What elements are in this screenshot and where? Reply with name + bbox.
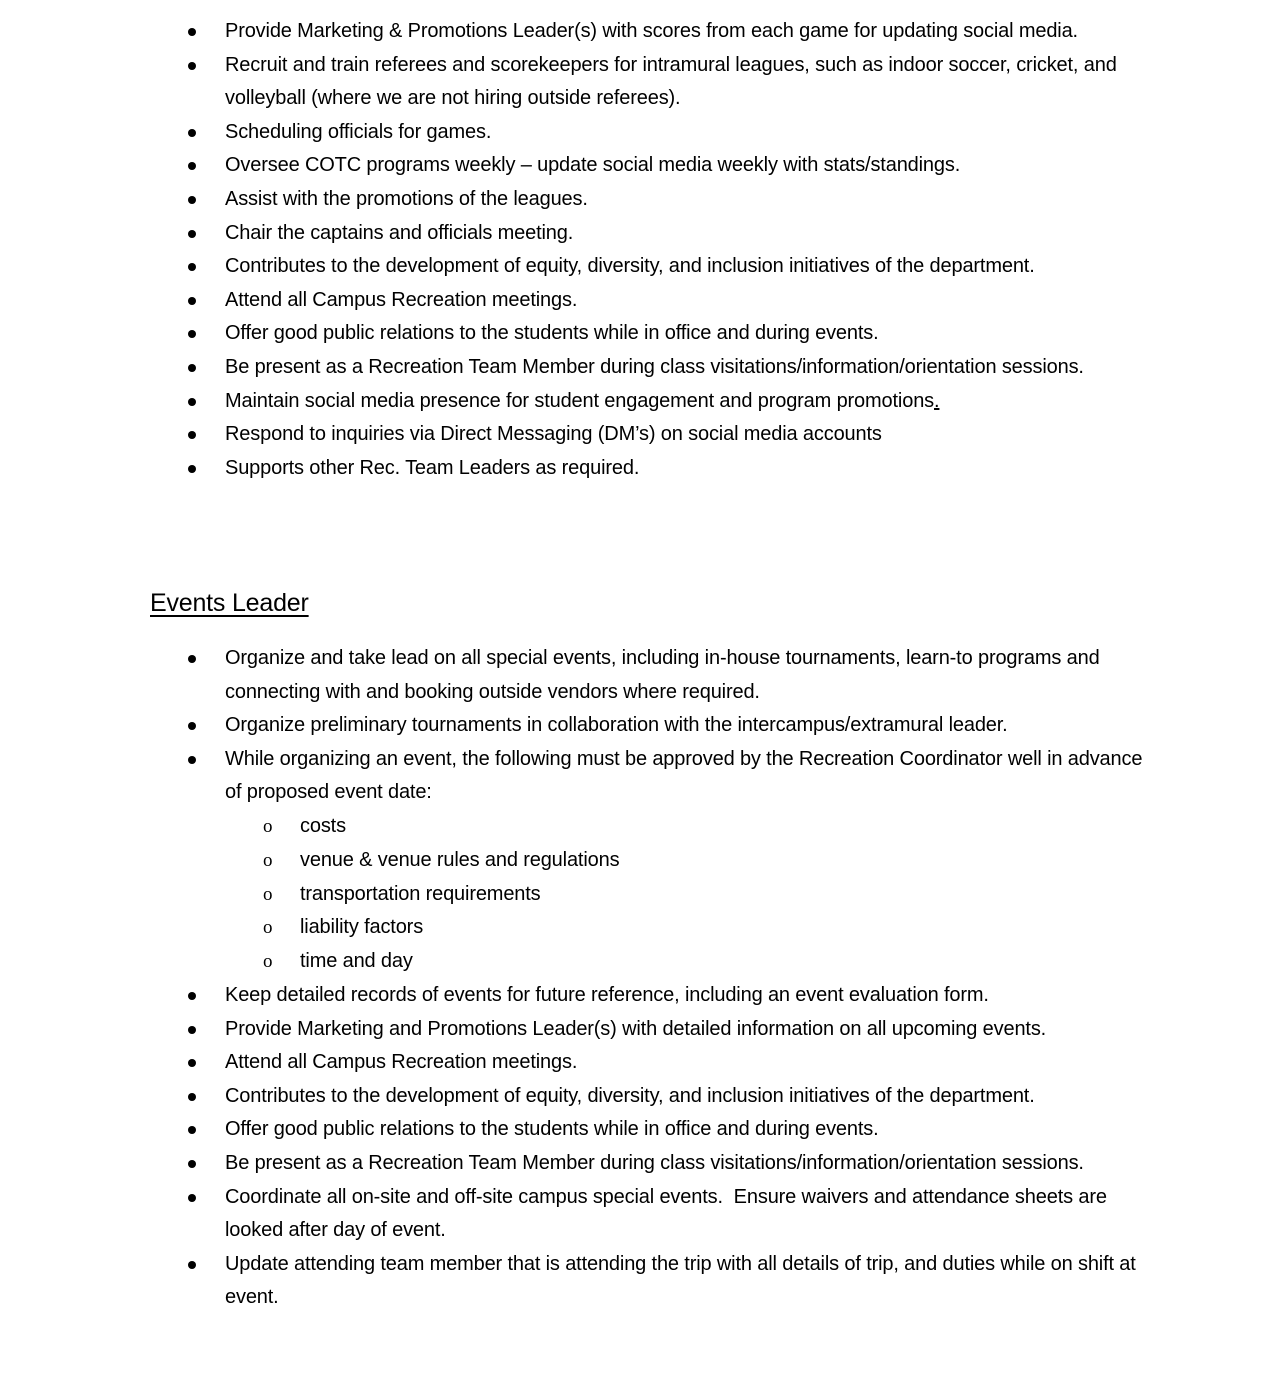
approval-requirements-sublist xyxy=(225,810,1146,979)
hollow-bullet-icon: o xyxy=(263,815,273,837)
list-item-text: Coordinate all on-site and off-site campus special events. Ensure waivers and attendance sheets are looked after day of event. xyxy=(225,1185,1107,1242)
bullet-icon xyxy=(188,230,196,238)
hollow-bullet-icon: o xyxy=(263,849,273,871)
list-item-text: Organize preliminary tournaments in collaboration with the intercampus/extramural leader. xyxy=(225,714,1008,737)
list-item xyxy=(186,743,1146,979)
list-item xyxy=(186,979,1146,1013)
list-item xyxy=(186,284,1146,318)
list-item-text: Be present as a Recreation Team Member during class visitations/information/orientation sessions. xyxy=(225,355,1084,378)
list-item-text: Oversee COTC programs weekly – update social media weekly with stats/standings. xyxy=(225,154,961,177)
bullet-icon xyxy=(188,722,196,730)
list-item-text: Scheduling officials for games. xyxy=(225,120,492,143)
list-item-text: Keep detailed records of events for future reference, including an event evaluation form. xyxy=(225,983,989,1006)
bullet-icon xyxy=(188,28,196,36)
list-item-text: Respond to inquiries via Direct Messaging (DM’s) on social media accounts xyxy=(225,423,882,446)
list-item xyxy=(186,1113,1146,1147)
bullet-icon xyxy=(188,756,196,764)
sub-list-item-text: costs xyxy=(300,814,346,837)
list-item xyxy=(186,1181,1146,1248)
list-item xyxy=(186,15,1146,49)
list-item-text: Offer good public relations to the students while in office and during events. xyxy=(225,1118,879,1141)
bullet-icon xyxy=(188,330,196,338)
sub-list-item-text: time and day xyxy=(300,950,413,973)
sub-list-item xyxy=(225,844,1146,878)
list-item-text: Assist with the promotions of the leagues. xyxy=(225,187,588,210)
section-heading-events-leader: Events Leader xyxy=(150,589,309,617)
bullet-icon xyxy=(188,1194,196,1202)
hollow-bullet-icon: o xyxy=(263,917,273,939)
list-item xyxy=(186,1013,1146,1047)
bullet-icon xyxy=(188,1059,196,1067)
bullet-icon xyxy=(188,1261,196,1269)
list-item xyxy=(186,49,1146,116)
list-item xyxy=(186,317,1146,351)
list-item xyxy=(186,250,1146,284)
bullet-icon xyxy=(188,1126,196,1134)
responsibilities-list xyxy=(186,15,1146,485)
list-item-text: Supports other Rec. Team Leaders as required. xyxy=(225,456,640,479)
list-item-text: Chair the captains and officials meeting. xyxy=(225,221,574,244)
bullet-icon xyxy=(188,1093,196,1101)
bullet-icon xyxy=(188,297,196,305)
list-item xyxy=(186,1248,1146,1315)
bullet-icon xyxy=(188,364,196,372)
list-item-text: Provide Marketing & Promotions Leader(s) with scores from each game for updating social media. xyxy=(225,20,1078,42)
list-item xyxy=(186,642,1146,709)
list-item xyxy=(186,116,1146,150)
bullet-icon xyxy=(188,992,196,1000)
list-item-text: Recruit and train referees and scorekeepers for intramural leagues, such as indoor soccer, cricket, and volleyball (where we are not hiring outside referees). xyxy=(225,53,1117,110)
sub-list-item xyxy=(225,945,1146,979)
bullet-icon xyxy=(188,196,196,204)
list-item-text: Be present as a Recreation Team Member during class visitations/information/orientation sessions. xyxy=(225,1151,1084,1174)
list-item xyxy=(186,452,1146,486)
sub-list-item xyxy=(225,810,1146,844)
sub-list-item xyxy=(225,911,1146,945)
list-item-text: Contributes to the development of equity, diversity, and inclusion initiatives of the department. xyxy=(225,255,1035,278)
events-leader-list xyxy=(186,642,1146,1315)
bullet-icon xyxy=(188,398,196,406)
bullet-icon xyxy=(188,1026,196,1034)
list-item-text: Contributes to the development of equity, diversity, and inclusion initiatives of the department. xyxy=(225,1084,1035,1107)
bullet-icon xyxy=(188,431,196,439)
sub-list-item-text: venue & venue rules and regulations xyxy=(300,848,620,871)
list-item-text: Organize and take lead on all special events, including in-house tournaments, learn-to programs and connecting with and booking outside vendors where required. xyxy=(225,647,1100,703)
bullet-icon xyxy=(188,162,196,170)
list-item xyxy=(186,1147,1146,1181)
list-item xyxy=(186,385,1146,419)
list-item xyxy=(186,418,1146,452)
list-item xyxy=(186,183,1146,217)
hollow-bullet-icon: o xyxy=(263,883,273,905)
underlined-period: . xyxy=(934,389,940,412)
bullet-icon xyxy=(188,129,196,137)
sub-list-item xyxy=(225,878,1146,912)
list-item xyxy=(186,217,1146,251)
list-item-text: Attend all Campus Recreation meetings. xyxy=(225,288,578,311)
list-item xyxy=(186,1046,1146,1080)
list-item xyxy=(186,149,1146,183)
bullet-icon xyxy=(188,465,196,473)
bullet-icon xyxy=(188,62,196,70)
hollow-bullet-icon: o xyxy=(263,951,273,973)
bullet-icon xyxy=(188,263,196,271)
sub-list-item-text: liability factors xyxy=(300,916,424,939)
bullet-icon xyxy=(188,655,196,663)
list-item xyxy=(186,351,1146,385)
list-item xyxy=(186,709,1146,743)
list-item-text: Update attending team member that is attending the trip with all details of trip, and duties while on shift at event. xyxy=(225,1252,1136,1309)
list-item-text: Provide Marketing and Promotions Leader(s) with detailed information on all upcoming events. xyxy=(225,1017,1047,1040)
list-item-text: Maintain social media presence for student engagement and program promotions xyxy=(225,389,935,412)
list-item-text: While organizing an event, the following must be approved by the Recreation Coordinator well in advance of proposed event date: xyxy=(225,747,1143,804)
sub-list-item-text: transportation requirements xyxy=(300,882,541,905)
bullet-icon xyxy=(188,1160,196,1168)
list-item-text: Attend all Campus Recreation meetings. xyxy=(225,1051,578,1074)
list-item xyxy=(186,1080,1146,1114)
list-item-text: Offer good public relations to the students while in office and during events. xyxy=(225,322,879,345)
